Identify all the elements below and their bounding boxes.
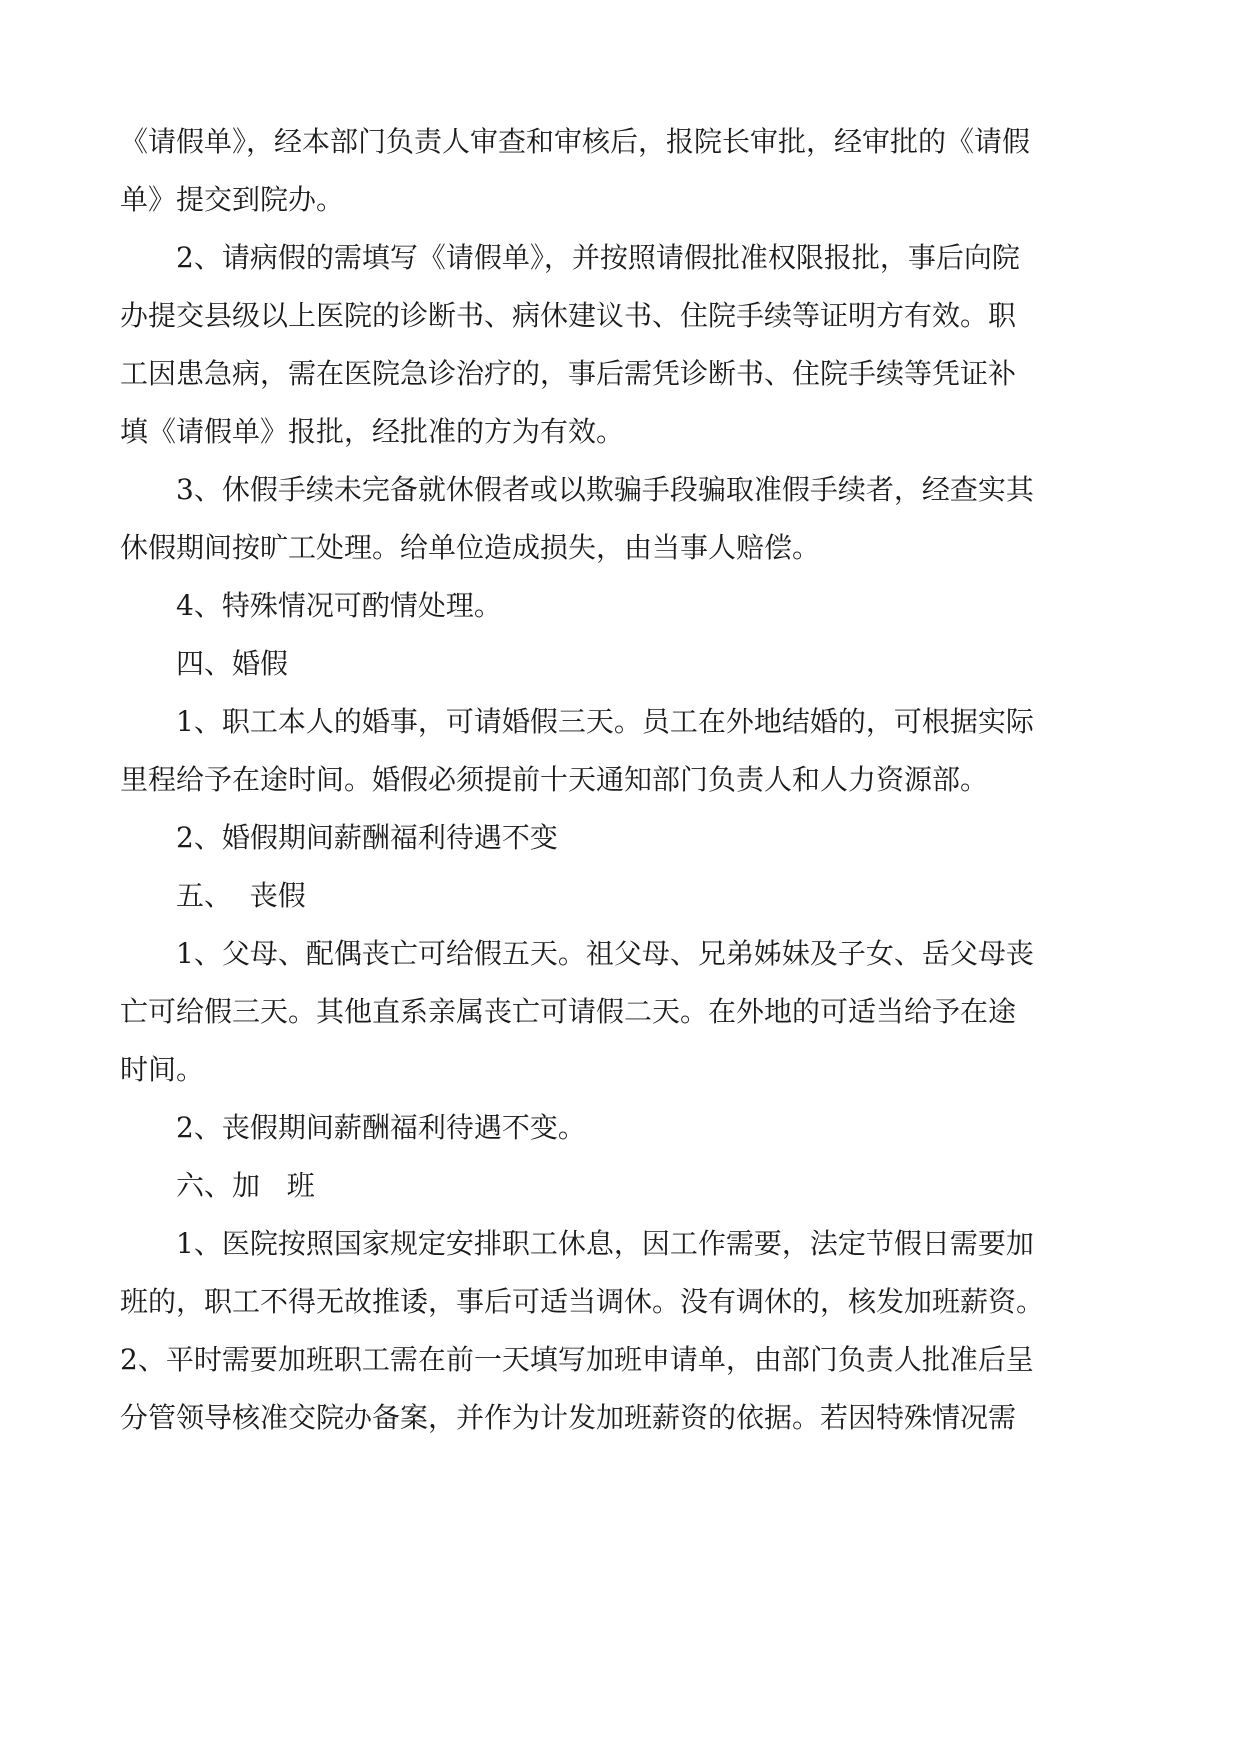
section-heading: 四、婚假 <box>176 647 289 680</box>
text-line: 1、父母、配偶丧亡可给假五天。祖父母、兄弟姊妹及子女、岳父母丧 <box>176 937 1034 970</box>
text-line: 3、休假手续未完备就休假者或以欺骗手段骗取准假手续者，经查实其 <box>176 473 1034 506</box>
text-line: 填《请假单》报批，经批准的方为有效。 <box>120 415 625 448</box>
text-line: 办提交县级以上医院的诊断书、病休建议书、住院手续等证明方有效。职 <box>120 299 1017 332</box>
section-heading: 五、 丧假 <box>176 879 306 912</box>
text-line: 1、医院按照国家规定安排职工休息，因工作需要，法定节假日需要加 <box>176 1227 1034 1260</box>
text-line: 2、请病假的需填写《请假单》，并按照请假批准权限报批，事后向院 <box>176 241 1020 274</box>
text-line: 2、丧假期间薪酬福利待遇不变。 <box>176 1111 586 1144</box>
text-line: 2、平时需要加班职工需在前一天填写加班申请单，由部门负责人批准后呈 <box>120 1343 1034 1376</box>
text-line: 2、婚假期间薪酬福利待遇不变 <box>176 821 558 854</box>
text-line: 1、职工本人的婚事，可请婚假三天。员工在外地结婚的，可根据实际 <box>176 705 1034 738</box>
text-line: 分管领导核准交院办备案，并作为计发加班薪资的依据。若因特殊情况需 <box>120 1401 1017 1434</box>
text-line: 休假期间按旷工处理。给单位造成损失，由当事人赔偿。 <box>120 531 821 564</box>
text-line: 《请假单》，经本部门负责人审查和审核后，报院长审批，经审批的《请假 <box>120 125 1031 158</box>
text-line: 时间。 <box>120 1053 205 1086</box>
text-line: 单》提交到院办。 <box>120 183 345 216</box>
text-line: 亡可给假三天。其他直系亲属丧亡可请假二天。在外地的可适当给予在途 <box>120 995 1017 1028</box>
section-heading: 六、加 班 <box>176 1169 315 1202</box>
text-line: 里程给予在途时间。婚假必须提前十天通知部门负责人和人力资源部。 <box>120 763 989 796</box>
text-line: 4、特殊情况可酌情处理。 <box>176 589 502 622</box>
text-line: 班的，职工不得无故推诿，事后可适当调休。没有调休的，核发加班薪资。 <box>120 1285 1045 1318</box>
text-line: 工因患急病，需在医院急诊治疗的，事后需凭诊断书、住院手续等凭证补 <box>120 357 1017 390</box>
